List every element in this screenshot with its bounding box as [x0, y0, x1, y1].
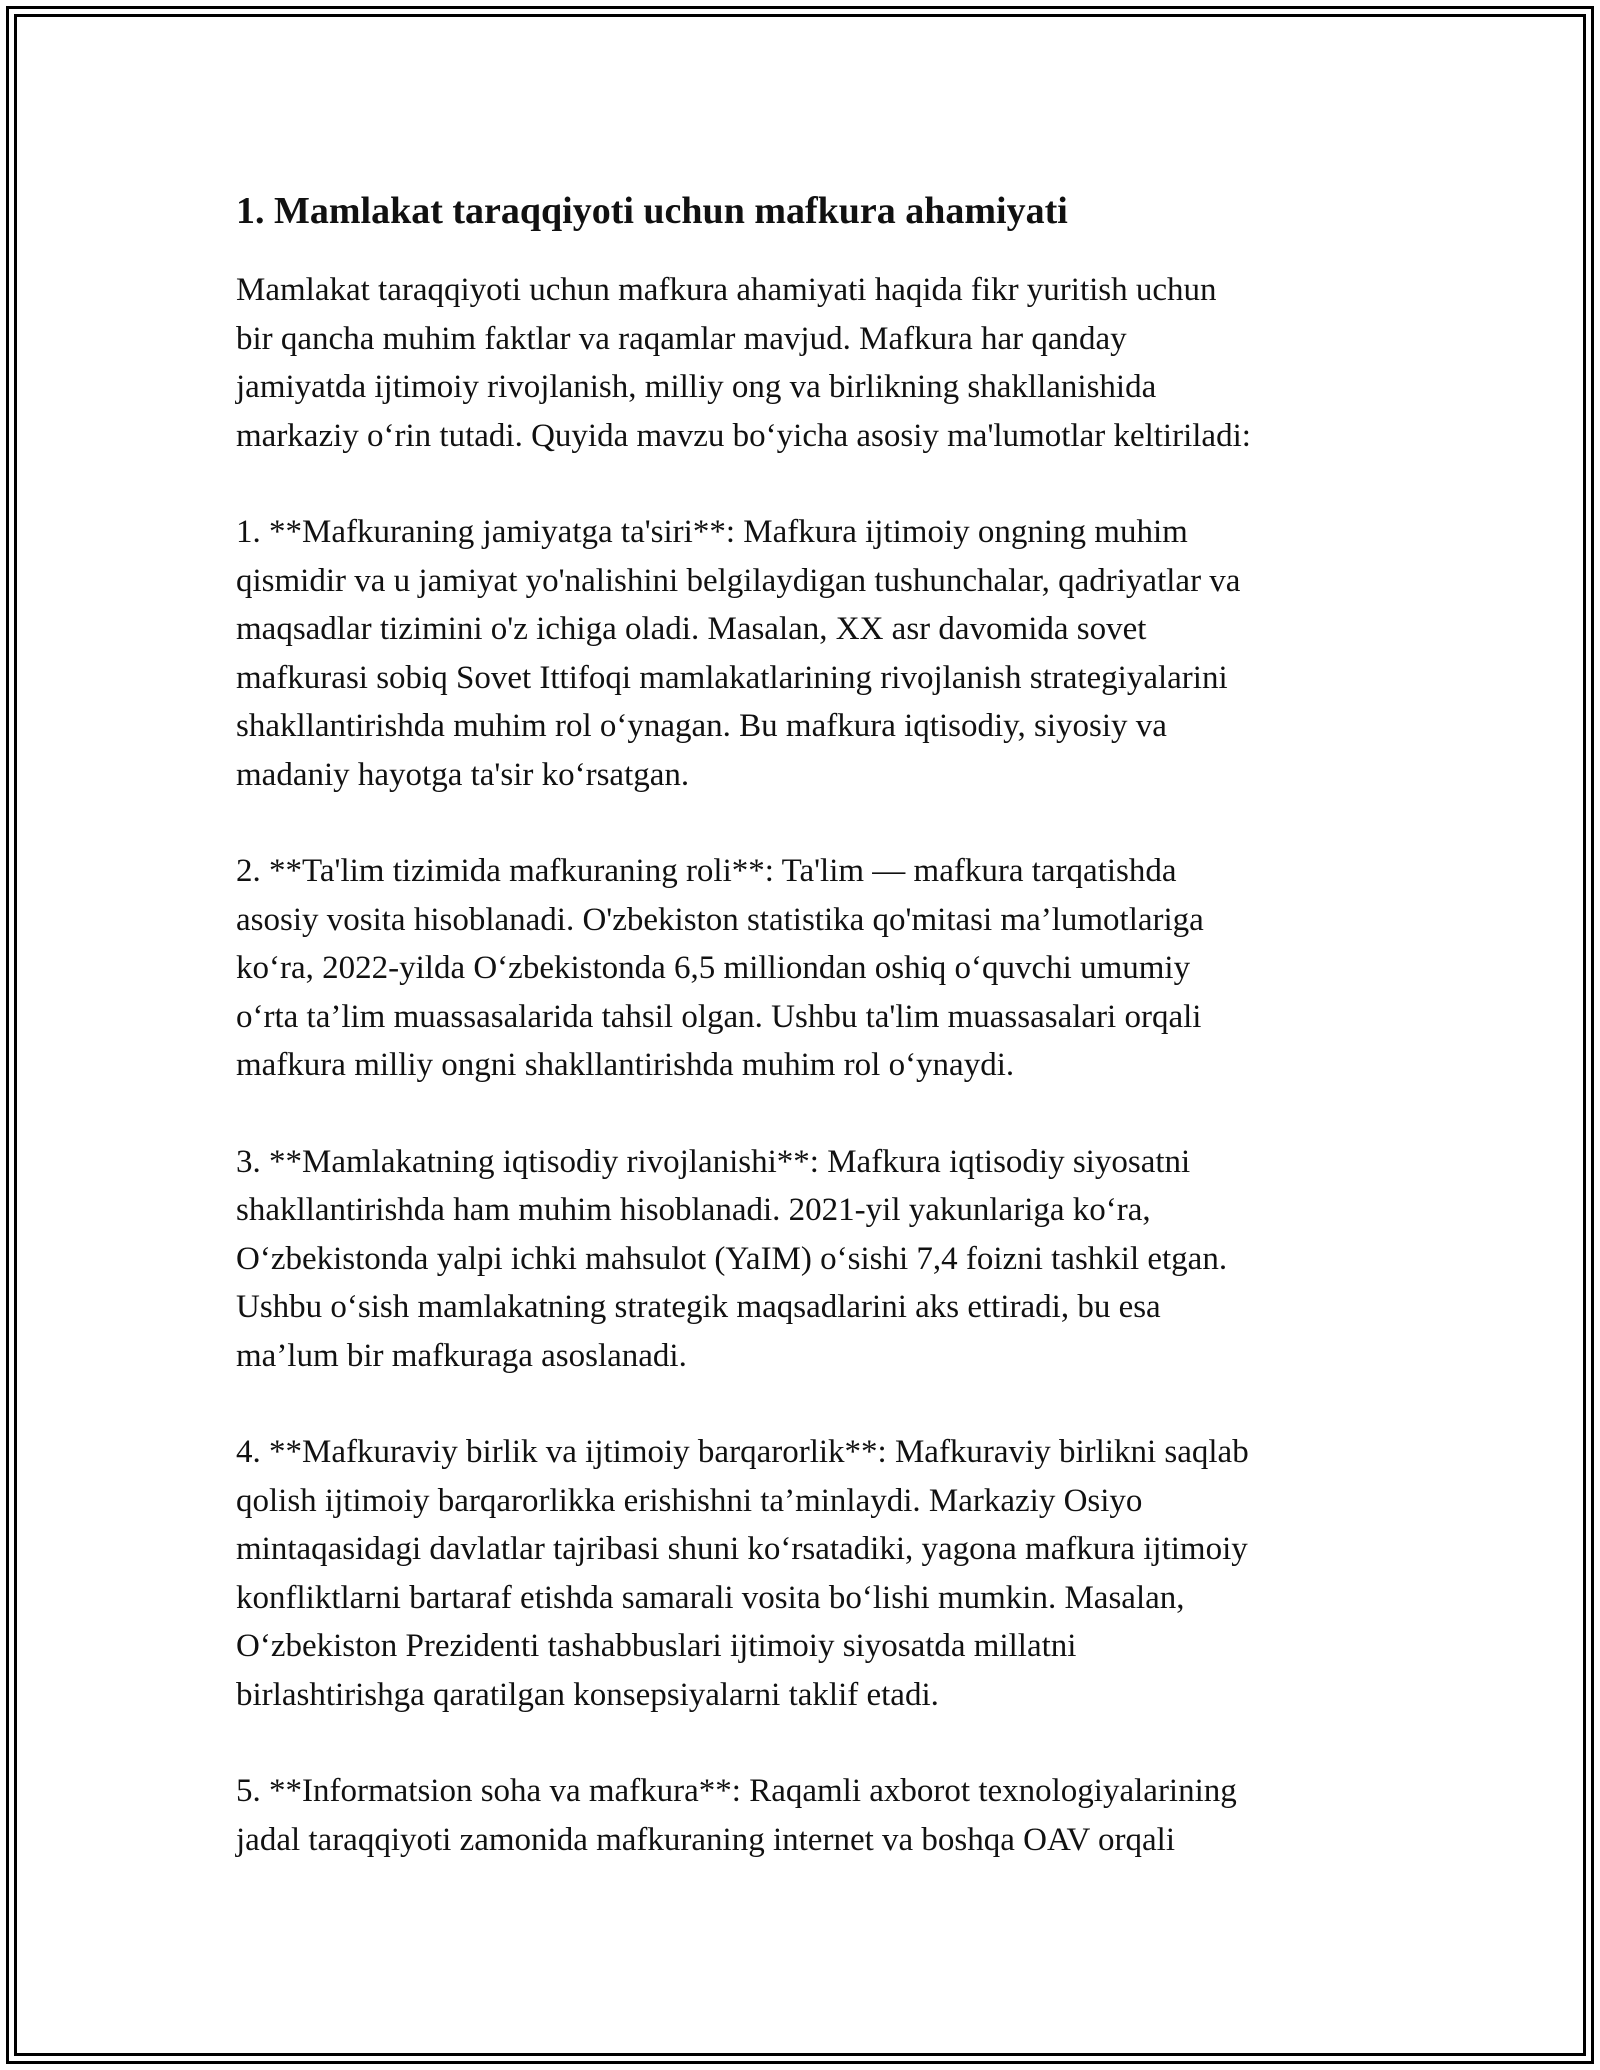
text-line: qismidir va u jamiyat yo'nalishini belgilaydigan tushunchalar, qadriyatlar va: [236, 562, 1241, 599]
text-line: O‘zbekistonda yalpi ichki mahsulot (YaIM) o‘sishi 7,4 foizni tashkil etgan.: [236, 1240, 1228, 1277]
intro-paragraph: [236, 266, 1426, 460]
list-item-2: [236, 847, 1426, 1090]
text-line: 2. **Ta'lim tizimida mafkuraning roli**: Ta'lim — mafkura tarqatishda: [236, 853, 1177, 889]
text-line: markaziy o‘rin tutadi. Quyida mavzu bo‘yicha asosiy ma'lumotlar keltiriladi:: [236, 417, 1251, 454]
text-line: madaniy hayotga ta'sir ko‘rsatgan.: [236, 756, 690, 793]
text-line: ma’lum bir mafkuraga asoslanadi.: [236, 1337, 687, 1374]
text-line: shakllantirishda ham muhim hisoblanadi. 2021-yil yakunlariga ko‘ra,: [236, 1192, 1151, 1228]
text-line: jadal taraqqiyoti zamonida mafkuraning internet va boshqa OAV orqali: [236, 1821, 1176, 1858]
text-line: ko‘ra, 2022-yilda O‘zbekistonda 6,5 milliondan oshiq o‘quvchi umumiy: [236, 950, 1191, 986]
text-line: 5. **Informatsion soha va mafkura**: Raqamli axborot texnologiyalarining: [236, 1773, 1237, 1809]
text-line: qolish ijtimoiy barqarorlikka erishishni ta’minlaydi. Markaziy Osiyo: [236, 1482, 1143, 1519]
text-line: 3. **Mamlakatning iqtisodiy rivojlanishi**: Mafkura iqtisodiy siyosatni: [236, 1143, 1191, 1180]
list-item-1: [236, 508, 1426, 799]
text-line: birlashtirishga qaratilgan konsepsiyalarni taklif etadi.: [236, 1676, 939, 1713]
text-line: mafkurasi sobiq Sovet Ittifoqi mamlakatlarining rivojlanish strategiyalarini: [236, 659, 1228, 696]
list-item-5: [236, 1767, 1426, 1864]
text-line: maqsadlar tizimini o'z ichiga oladi. Masalan, XX asr davomida sovet: [236, 611, 1147, 647]
text-line: Ushbu o‘sish mamlakatning strategik maqsadlarini aks ettiradi, bu esa: [236, 1289, 1161, 1325]
text-line: o‘rta ta’lim muassasalarida tahsil olgan. Ushbu ta'lim muassasalari orqali: [236, 998, 1202, 1035]
text-line: mafkura milliy ongni shakllantirishda muhim rol o‘ynaydi.: [236, 1047, 1015, 1083]
text-line: 4. **Mafkuraviy birlik va ijtimoiy barqarorlik**: Mafkuraviy birlikni saqlab: [236, 1434, 1249, 1470]
document-title: 1. Mamlakat taraqqiyoti uchun mafkura ahamiyati: [236, 190, 1068, 232]
text-line: O‘zbekiston Prezidenti tashabbuslari ijtimoiy siyosatda millatni: [236, 1628, 1077, 1664]
list-item-4: [236, 1428, 1426, 1719]
text-line: mintaqasidagi davlatlar tajribasi shuni ko‘rsatadiki, yagona mafkura ijtimoiy: [236, 1531, 1248, 1567]
text-line: Mamlakat taraqqiyoti uchun mafkura ahamiyati haqida fikr yuritish uchun: [236, 272, 1217, 308]
text-line: jamiyatda ijtimoiy rivojlanish, milliy ong va birlikning shakllanishida: [236, 369, 1157, 405]
text-line: 1. **Mafkuraning jamiyatga ta'siri**: Mafkura ijtimoiy ongning muhim: [236, 514, 1188, 550]
text-line: bir qancha muhim faktlar va raqamlar mavjud. Mafkura har qanday: [236, 320, 1127, 357]
text-line: asosiy vosita hisoblanadi. O'zbekiston statistika qo'mitasi ma’lumotlariga: [236, 901, 1204, 938]
document-body: [236, 186, 1426, 1912]
list-item-3: [236, 1138, 1426, 1381]
text-line: konfliktlarni bartaraf etishda samarali vosita bo‘lishi mumkin. Masalan,: [236, 1579, 1185, 1616]
text-line: shakllantirishda muhim rol o‘ynagan. Bu mafkura iqtisodiy, siyosiy va: [236, 708, 1167, 744]
